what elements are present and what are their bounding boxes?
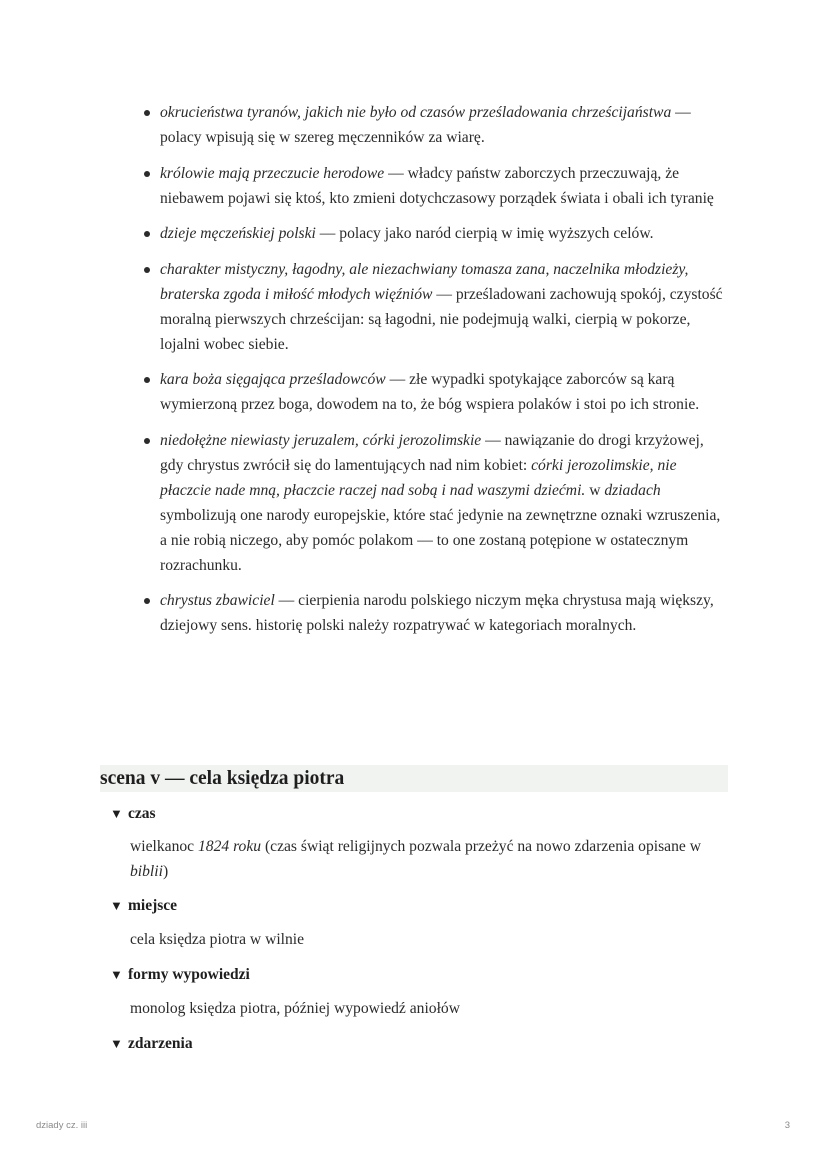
list-item: niedołężne niewiasty jeruzalem, córki jerozolimskie — nawiązanie do drogi krzyżowej, gdy chrystus zwrócił się do lamentujących nad nim kobiet: córki jerozolimskie, nie płaczcie nade mną, płaczcie raczej nad sobą i nad waszymi dziećmi. w dziadach symbolizują one narody europejskie, które stać jedynie na zewnętrzne oznaki wzruszenia, a nie robią niczego, aby pomóc polakom — to one zostaną potępione w ostatecznym rozrachunku. (100, 428, 728, 578)
section-header (100, 765, 728, 792)
toggle-formy-wypowiedzi-body: monolog księdza piotra, później wypowiedź aniołów (130, 1000, 460, 1017)
bullet-list (100, 100, 728, 649)
section-title: scena v — cela księdza piotra (100, 768, 345, 789)
list-item: kara boża sięgająca prześladowców — złe wypadki spotykające zaborców są karą wymierzoną przez boga, dowodem na to, że bóg wspiera polaków i stoi po ich stronie. (100, 367, 728, 417)
triangle-down-icon: ▼ (110, 806, 123, 821)
toggle-formy-wypowiedzi[interactable]: ▼ formy wypowiedzi (110, 966, 250, 983)
list-item: okrucieństwa tyranów, jakich nie było od czasów prześladowania chrześcijaństwa — polacy wpisują się w szereg męczenników za wiarę. (100, 100, 728, 150)
list-item: charakter mistyczny, łagodny, ale niezachwiany tomasza zana, naczelnika młodzieży, braterska zgoda i miłość młodych więźniów — prześladowani zachowują spokój, czystość moralną pierwszych chrześcijan: są łagodni, nie podejmują walki, cierpią w pokorze, lojalni wobec siebie. (100, 257, 728, 357)
bullet-icon (144, 598, 150, 604)
page-number: 3 (784, 1120, 790, 1131)
toggle-miejsce[interactable]: ▼ miejsce (110, 897, 178, 914)
list-item: chrystus zbawiciel — cierpienia narodu polskiego niczym męka chrystusa mają większy, dziejowy sens. historię polski należy rozpatrywać w kategoriach moralnych. (100, 588, 728, 638)
list-item: dzieje męczeńskiej polski — polacy jako naród cierpią w imię wyższych celów. (100, 221, 728, 246)
toggle-czas-body: wielkanoc 1824 roku (czas świąt religijnych pozwala przeżyć na nowo zdarzenia opisane w biblii) (130, 838, 701, 880)
bullet-icon (144, 110, 150, 116)
toggle-zdarzenia[interactable]: ▼ zdarzenia (110, 1035, 193, 1052)
footer-title: dziady cz. iii (36, 1120, 88, 1131)
bullet-icon (144, 377, 150, 383)
triangle-down-icon: ▼ (110, 967, 123, 982)
triangle-down-icon: ▼ (110, 898, 123, 913)
toggle-czas[interactable]: ▼ czas (110, 805, 156, 822)
triangle-down-icon: ▼ (110, 1036, 123, 1051)
toggle-miejsce-body: cela księdza piotra w wilnie (130, 931, 305, 948)
bullet-icon (144, 231, 150, 237)
bullet-icon (144, 267, 150, 273)
bullet-icon (144, 171, 150, 177)
bullet-icon (144, 438, 150, 444)
list-item: królowie mają przeczucie herodowe — władcy państw zaborczych przeczuwają, że niebawem pojawi się ktoś, kto zmieni dotychczasowy porządek świata i obali ich tyranię (100, 161, 728, 211)
